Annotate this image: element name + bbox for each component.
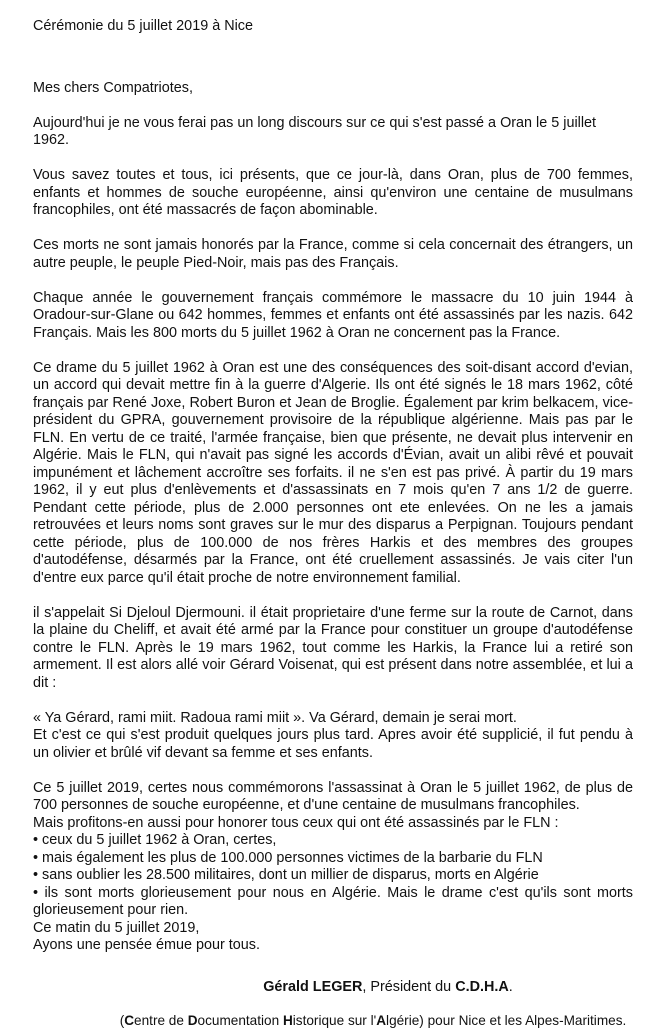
paragraph-commemoration: Ce 5 juillet 2019, certes nous commémorons l'assassinat à Oran le 5 juillet 1962, de plus de 700 personnes de souche européenne, et d'une centaine de musulmans francophiles. xyxy=(33,779,633,813)
list-item: • sans oublier les 28.500 militaires, dont un millier de disparus, morts en Algérie xyxy=(33,867,539,883)
footer-note xyxy=(33,1012,633,1030)
footer-text: istorique sur l' xyxy=(292,1013,377,1028)
list-item: • ceux du 5 juillet 1962 à Oran, certes, xyxy=(33,832,277,848)
paragraph-intro: Aujourd'hui je ne vous ferai pas un long discours sur ce qui s'est passé a Oran le 5 juillet 1962. xyxy=(33,114,597,148)
closing-line-2: Ayons une pensée émue pour tous. xyxy=(33,937,260,953)
footer-text: entre de xyxy=(134,1013,188,1028)
footer-text: ( xyxy=(119,1013,125,1028)
signature xyxy=(33,979,633,997)
document-title: Cérémonie du 5 juillet 2019 à Nice xyxy=(33,18,253,34)
footer-text: ocumentation xyxy=(197,1013,283,1028)
salutation: Mes chers Compatriotes, xyxy=(33,79,193,96)
footer-initial: H xyxy=(282,1013,293,1028)
paragraph-honor: Mais profitons-en aussi pour honorer tous ceux qui ont été assassinés par le FLN : xyxy=(33,814,559,831)
closing-line-1: Ce matin du 5 juillet 2019, xyxy=(33,919,200,936)
signature-name: Gérald LEGER xyxy=(263,978,363,995)
paragraph-oradour: Chaque année le gouvernement français commémore le massacre du 10 juin 1944 à Oradour-sur-Glane ou 642 hommes, femmes et enfants ont été assassinés par les nazis. 642 Français. Mais les 800 morts du 5 juillet 1962 à Oran ne concernent pas la France. xyxy=(33,289,633,341)
paragraph-quote: « Ya Gérard, rami miit. Radoua rami miit ». Va Gérard, demain je serai mort. xyxy=(33,709,517,726)
list-item: • mais également les plus de 100.000 personnes victimes de la barbarie du FLN xyxy=(33,849,543,866)
paragraph-evian-accords: Ce drame du 5 juillet 1962 à Oran est une des conséquences des soit-disant accord d'evian, un accord qui devait mettre fin à la guerre d'Algerie. Ils ont été signés le 18 mars 1962, côté français par René Joxe, Robert Buron et Jean de Broglie. Également par krim belkacem, vice-président du GPRA, gouvernement provisoire de la république algérienne. Mais pas par le FLN. En vertu de ce traité, l'armée française, bien que présente, ne devait plus intervenir en Algérie. Mais le FLN, qui n'avait pas signé les accords d'Évian, avait un alibi rêvé et pouvait impunément et lâchement accroître ses forfaits. il ne s'en est pas privé. À partir du 19 mars 1962, il y eut plus d'enlèvements et d'assassinats en 7 mois qu'en 7 ans 1/2 de guerre. Pendant cette période, plus de 2.000 personnes ont ete enlevées. On ne les a jamais retrouvées et leurs noms sont graves sur le mur des disparus a Perpignan. Toujours pendant cette période, plus de 100.000 de nos frères Harkis et des membres des groupes d'autodéfense, désarmés par la France, ont été cruellement assassinés. Je vais citer l'un d'entre eux parce qu'il était proche de notre environnement familial. xyxy=(33,359,633,586)
footer-initial: C xyxy=(124,1013,135,1028)
footer-initial: D xyxy=(187,1013,198,1028)
footer-text: lgérie) pour Nice et les Alpes-Maritimes. xyxy=(386,1013,627,1028)
paragraph-not-honored: Ces morts ne sont jamais honorés par la France, comme si cela concernait des étrangers, un autre peuple, le peuple Pied-Noir, mais pas des Français. xyxy=(33,237,633,271)
list-item: • ils sont morts glorieusement pour nous en Algérie. Mais le drame c'est qu'ils sont morts glorieusement pour rien. xyxy=(33,884,633,918)
signature-org: C.D.H.A xyxy=(455,978,509,995)
footer-initial: A xyxy=(376,1013,387,1028)
paragraph-djermouni: il s'appelait Si Djeloul Djermouni. il était proprietaire d'une ferme sur la route de Carnot, dans la plaine du Cheliff, et avait été armé par la France pour constituer un groupe d'autodéfense contre le FLN. Après le 19 mars 1962, tout comme les Harkis, la France lui a retiré son armement. Il est alors allé voir Gérard Voisenat, qui est présent dans notre assemblée, et lui a dit : xyxy=(33,604,633,691)
paragraph-fate: Et c'est ce qui s'est produit quelques jours plus tard. Apres avoir été supplicié, il fut pendu à un olivier et brûlé vif devant sa femme et ses enfants. xyxy=(33,727,633,761)
bullet-list xyxy=(33,832,633,920)
signature-role: , Président du xyxy=(362,978,456,995)
signature-end: . xyxy=(508,978,513,995)
paragraph-massacre: Vous savez toutes et tous, ici présents, que ce jour-là, dans Oran, plus de 700 femmes, enfants et hommes de souche européenne, ainsi qu'environ une centaine de musulmans francophiles, ont été massacrés de façon abominable. xyxy=(33,167,633,218)
